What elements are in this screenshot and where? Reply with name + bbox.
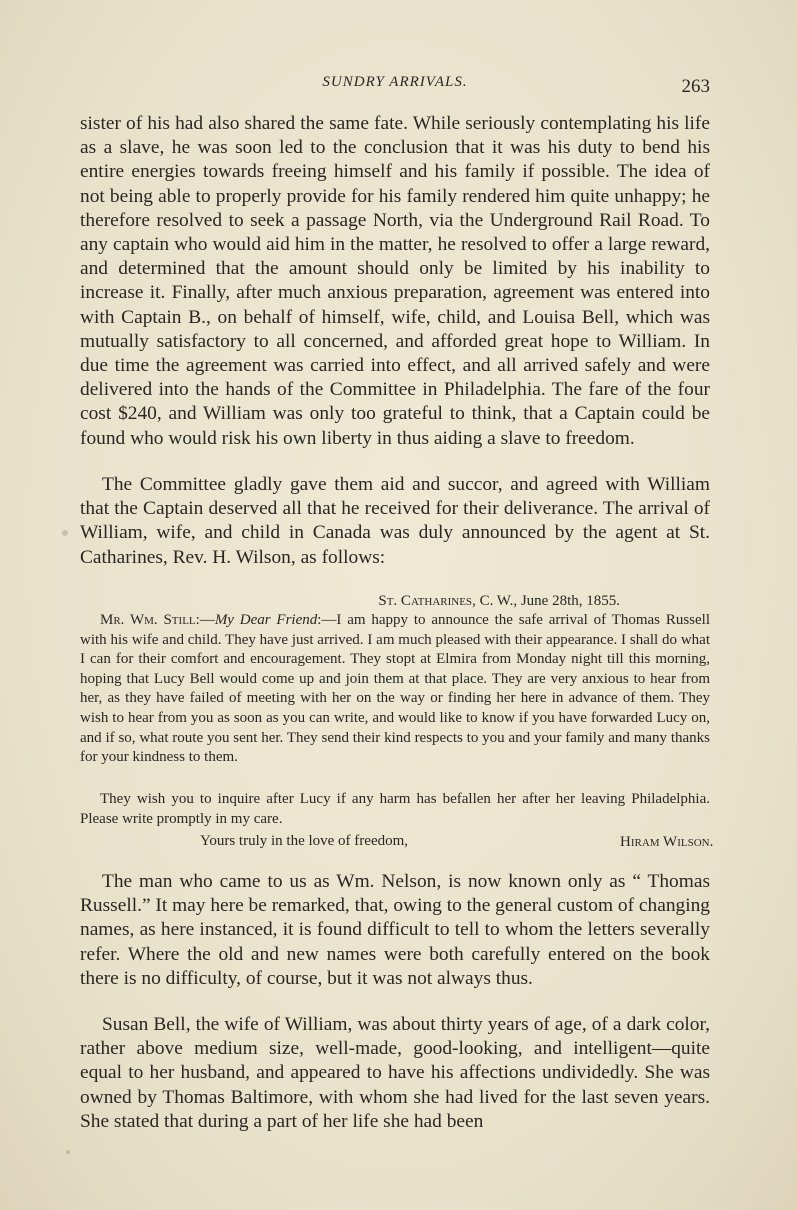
- letter-body: [80, 611, 710, 768]
- letter-signature: Hiram Wilson.: [620, 834, 714, 850]
- dateline-place: St. Catharines: [378, 593, 473, 609]
- page-number: 263: [681, 76, 710, 97]
- paper-spot: [66, 1150, 70, 1154]
- letter-postscript: They wish you to inquire after Lucy if any harm has befallen her after her leaving Philadelphia. Please write promptly in my care.: [80, 791, 710, 827]
- paragraph-1: sister of his had also shared the same fate. While seriously contemplating his life as a slave, he was soon led to the conclusion that it was his duty to bend his entire energies towards freeing himself and his family if possible. The idea of not being able to properly provide for his family rendered him quite unhappy; he therefore resolved to seek a passage North, via the Underground Rail Road. To any captain who would aid him in the matter, he resolved to offer a large reward, and determined that the amount should only be limited by his inability to increase it. Finally, after much anxious preparation, agreement was entered into with Captain B., on behalf of himself, wife, child, and Louisa Bell, which was mutually satisfactory to all concerned, and afforded great hope to William. In due time the agreement was carried into effect, and all arrived safely and were delivered into the hands of the Committee in Philadelphia. The fare of the four cost $240, and William was only too grateful to think, that a Captain could be found who would risk his own liberty in thus aiding a slave to freedom.: [80, 113, 710, 449]
- paragraph-3: The man who came to us as Wm. Nelson, is now known only as “ Thomas Russell.” It may here be remarked, that, owing to the general custom of changing names, as here instanced, it is found difficult to tell to whom the letters severally refer. Where the old and new names were both carefully entered on the book there is no difficulty, of course, but it was not always thus.: [80, 871, 710, 989]
- dateline-date: , C. W., June 28th, 1855.: [472, 593, 620, 609]
- addressee-separator: :—: [195, 612, 215, 628]
- paragraph-2: The Committee gladly gave them aid and succor, and agreed with William that the Captain deserved all that he received for their deliverance. The arrival of William, wife, and child in Canada was duly announced by the agent at St. Catharines, Rev. H. Wilson, as follows:: [80, 474, 710, 568]
- letter-dateline: [378, 592, 620, 612]
- running-head: SUNDRY ARRIVALS.: [322, 74, 468, 90]
- greeting-separator: :—: [317, 612, 337, 628]
- paragraph-4: Susan Bell, the wife of William, was about thirty years of age, of a dark color, rather above medium size, well-made, good-looking, and intelligent—quite equal to her husband, and appeared to have his affections undividedly. She was owned by Thomas Baltimore, with whom she had lived for the last seven years. She stated that during a part of her life she had been: [80, 1014, 710, 1132]
- letter-greeting: My Dear Friend: [214, 612, 318, 628]
- paper-spot: [62, 530, 68, 536]
- letter-body-text: I am happy to announce the safe arrival of Thomas Russell with his wife and child. They have just arrived. I am much pleased with their appearance. I shall do what I can for their comfort and encouragement. They stopt at Elmira from Monday night till this morning, hoping that Lucy Bell would come up and join them at that place. They are very anxious to hear from her, as they have failed of meeting with her on the way or finding her here in advance of them. They wish to hear from you as soon as you can write, and would like to know if you have forwarded Lucy on, and if so, what route you sent her. They send their kind respects to you and your family and many thanks for your kindness to them.: [80, 612, 710, 766]
- letter-closing: Yours truly in the love of freedom,: [200, 833, 409, 849]
- letter-addressee: Mr. Wm. Still: [100, 612, 196, 628]
- page-header: [80, 70, 710, 100]
